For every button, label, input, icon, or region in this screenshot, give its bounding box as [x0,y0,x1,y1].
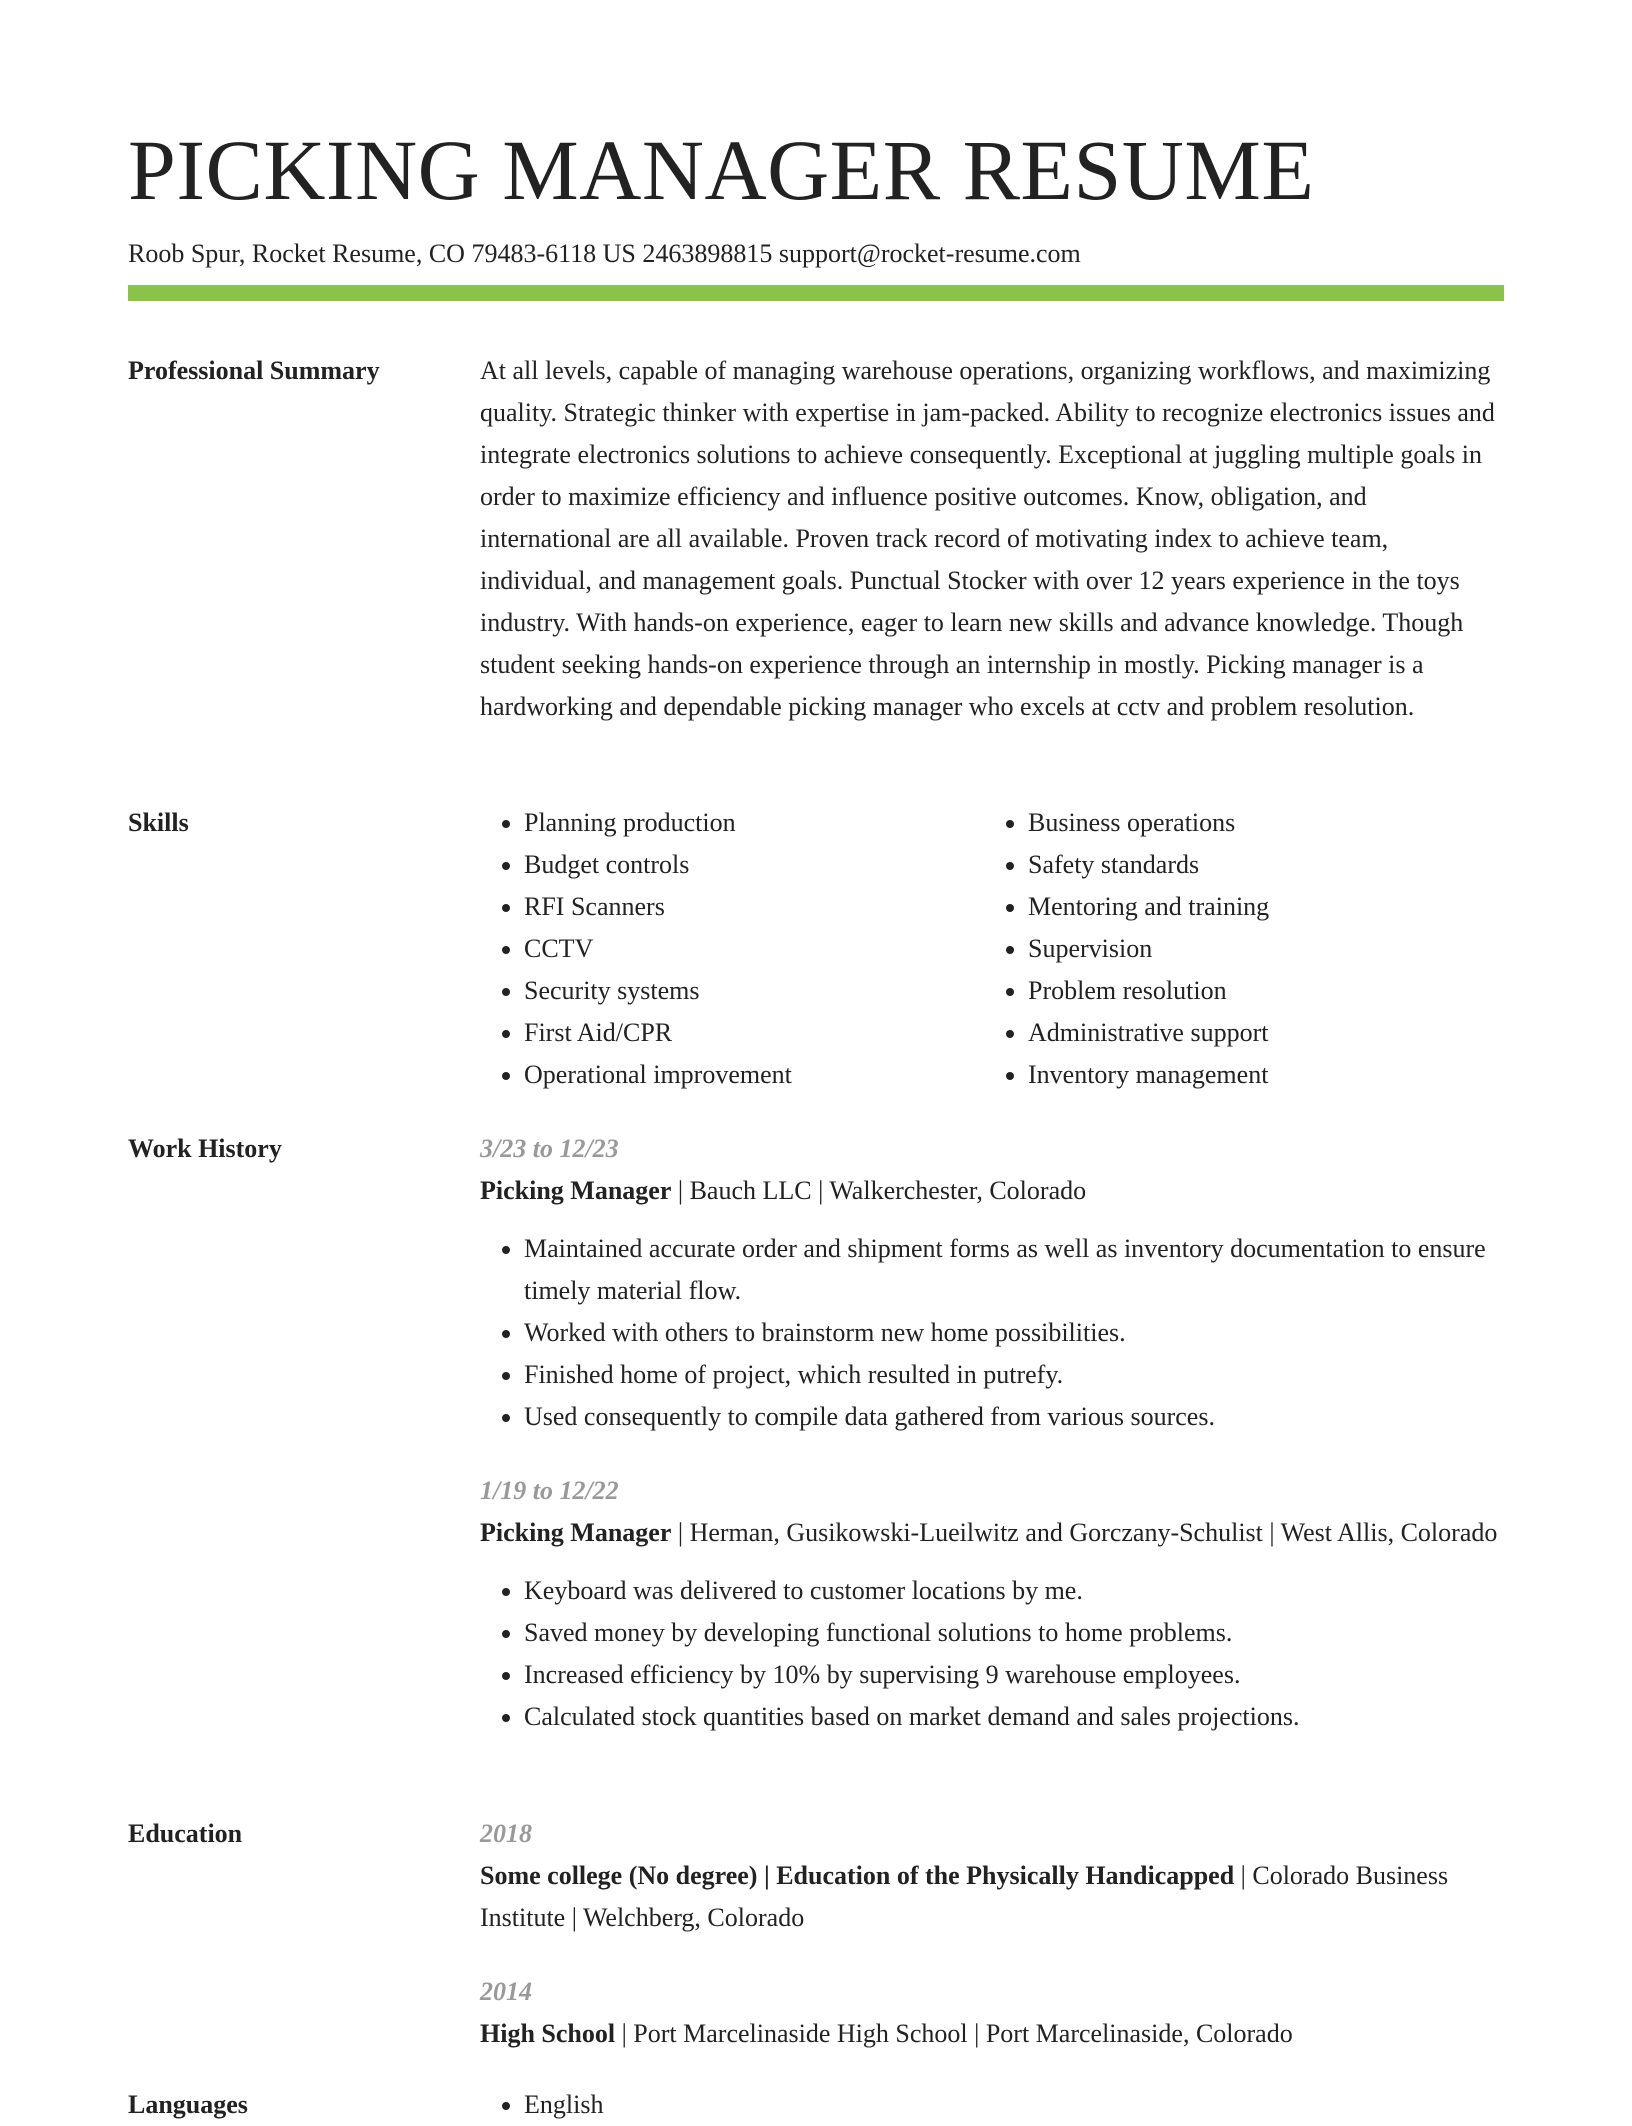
skill-item: • Inventory management [1028,1054,1488,1096]
job-title: Picking Manager [480,1518,672,1547]
skill-item: • Operational improvement [524,1054,984,1096]
section-label-education: Education [128,1819,243,1848]
language-item: • English [524,2084,1504,2126]
education-entry [480,1813,1504,1939]
resume-title: PICKING MANAGER RESUME [128,122,1315,218]
education-detail [480,2013,1504,2055]
job-bullet: • Increased efficiency by 10% by supervising 9 warehouse employees. [524,1654,1504,1696]
skill-item: • Mentoring and training [1028,886,1488,928]
skill-item: • Security systems [524,970,984,1012]
languages-list [480,2084,1504,2126]
work-history-body [480,1128,1504,1738]
job-bullets [480,1570,1504,1738]
section-label-languages: Languages [128,2090,248,2119]
education-degree: High School [480,2019,616,2048]
skill-item: • RFI Scanners [524,886,984,928]
skills-list-left [480,802,984,1096]
job-bullet: • Saved money by developing functional solutions to home problems. [524,1612,1504,1654]
summary-body [480,350,1504,728]
section-label-work-history: Work History [128,1134,282,1163]
skill-item: • Budget controls [524,844,984,886]
skill-item: • CCTV [524,928,984,970]
education-school: | Port Marcelinaside High School | Port Marcelinaside, Colorado [615,2019,1293,2048]
job-dates: 3/23 to 12/23 [480,1134,619,1163]
skills-list-right [984,802,1488,1096]
skill-item: • Safety standards [1028,844,1488,886]
job-bullet: • Calculated stock quantities based on market demand and sales projections. [524,1696,1504,1738]
skill-item: • Business operations [1028,802,1488,844]
job-bullet: • Maintained accurate order and shipment forms as well as inventory documentation to ensure timely material flow. [524,1228,1504,1312]
skill-item: • Planning production [524,802,984,844]
job-bullet: • Keyboard was delivered to customer locations by me. [524,1570,1504,1612]
resume-header [128,118,1504,274]
education-body [480,1813,1504,2055]
education-detail [480,1855,1504,1939]
job-role [480,1170,1504,1212]
skill-item: • Problem resolution [1028,970,1488,1012]
job-entry [480,1470,1504,1738]
summary-text: At all levels, capable of managing warehouse operations, organizing workflows, and maximizing quality. Strategic thinker with expertise in jam-packed. Ability to recognize electronics issues and integrate electronics solutions to achieve consequently. Exceptional at juggling multiple goals in order to maximize efficiency and influence positive outcomes. Know, obligation, and international are all available. Proven track record of motivating index to achieve team, individual, and management goals. Punctual Stocker with over 12 years experience in the toys industry. With hands-on experience, eager to learn new skills and advance knowledge. Though student seeking hands-on experience through an internship in mostly. Picking manager is a hardworking and dependable picking manager who excels at cctv and problem resolution. [480,356,1495,721]
languages-body [480,2084,1504,2126]
job-details: | Herman, Gusikowski-Lueilwitz and Gorczany-Schulist | West Allis, Colorado [671,1518,1498,1547]
job-title: Picking Manager [480,1176,672,1205]
section-label-skills: Skills [128,808,189,837]
education-entry [480,1971,1504,2055]
job-bullet: • Finished home of project, which resulted in putrefy. [524,1354,1504,1396]
skills-columns [480,802,1504,1096]
job-bullet: • Worked with others to brainstorm new home possibilities. [524,1312,1504,1354]
education-year: 2014 [480,1977,532,2006]
section-label-summary: Professional Summary [128,356,380,385]
skill-item: • First Aid/CPR [524,1012,984,1054]
contact-line: Roob Spur, Rocket Resume, CO 79483-6118 US 2463898815 support@rocket-resume.com [128,239,1081,268]
header-divider [128,285,1504,301]
job-role [480,1512,1504,1554]
education-degree: Some college (No degree) | Education of the Physically Handicapped [480,1861,1235,1890]
education-year: 2018 [480,1819,532,1848]
job-dates: 1/19 to 12/22 [480,1476,619,1505]
skill-item: • Administrative support [1028,1012,1488,1054]
job-bullet: • Used consequently to compile data gathered from various sources. [524,1396,1504,1438]
education-school: | Colorado Business Institute | Welchberg, Colorado [480,1861,1449,1932]
job-details: | Bauch LLC | Walkerchester, Colorado [671,1176,1087,1205]
job-bullets [480,1228,1504,1438]
job-entry [480,1128,1504,1438]
skill-item: • Supervision [1028,928,1488,970]
